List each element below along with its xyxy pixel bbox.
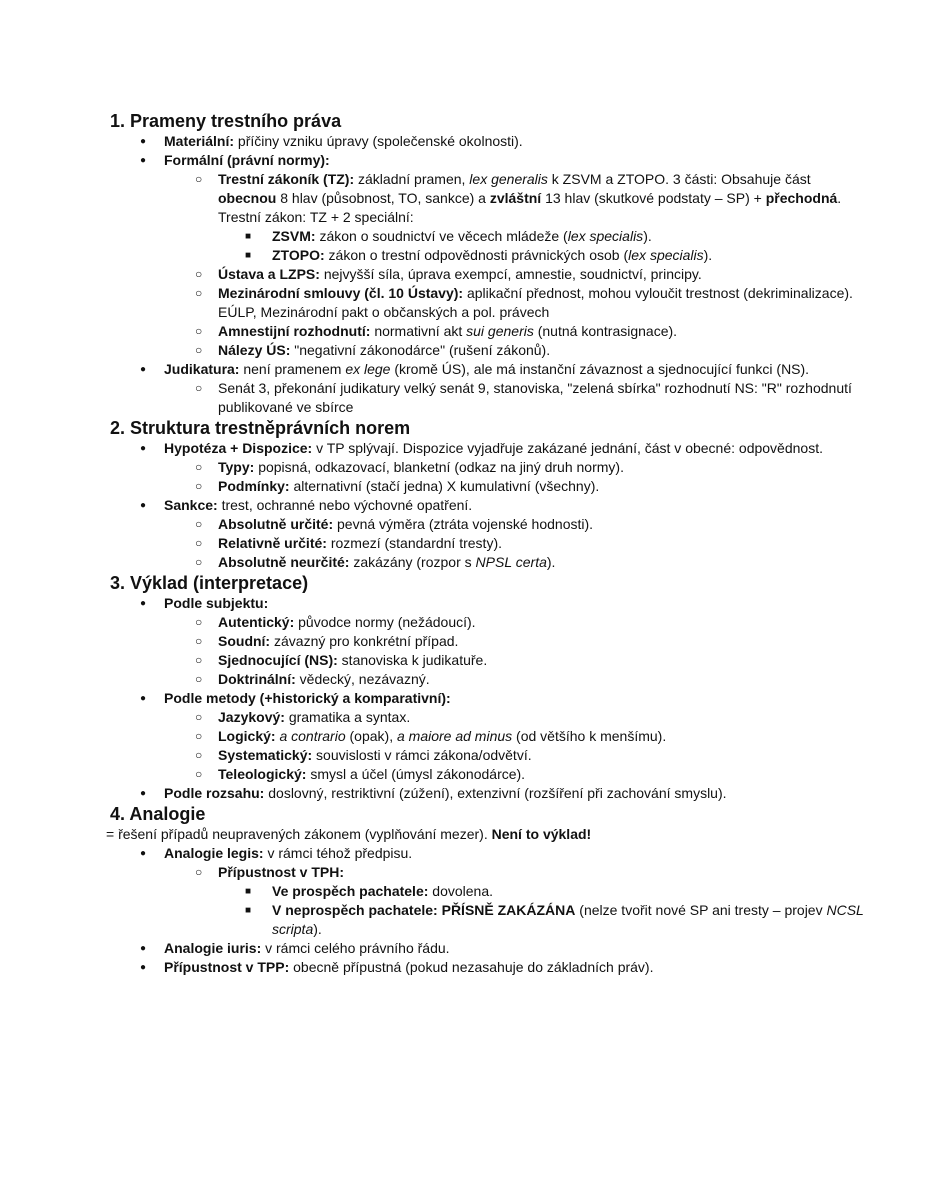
legis-sublist [164, 863, 866, 939]
list-item-typy [164, 458, 866, 477]
list-item-teleologicky [164, 765, 866, 784]
judikatura-sublist [164, 379, 866, 417]
item-text: Senát 3, překonání judikatury velký senát 9, stanoviska, "zelená sbírka" rozhodnutí NS: "R" rozhodnutí publikované ve sbírce [218, 380, 852, 415]
item-text: stanoviska k judikatuře. [337, 652, 488, 668]
section-3-list [110, 594, 866, 803]
list-item-systematicky [164, 746, 866, 765]
item-text: zakázány (rozpor s [349, 554, 476, 570]
item-text: alternativní (stačí jedna) X kumulativní (všechny). [289, 478, 600, 494]
item-label: Amnestijní rozhodnutí: [218, 323, 371, 339]
item-italic: NCSL scripta [272, 902, 864, 937]
item-text: v rámci téhož předpisu. [263, 845, 413, 861]
item-label: Absolutně určité: [218, 516, 334, 532]
list-item-smlouvy [164, 284, 866, 322]
hypoteza-sublist [164, 458, 866, 496]
list-item-soudni [164, 632, 866, 651]
item-text: dovolena. [428, 883, 494, 899]
item-italic: a maiore ad minus [396, 728, 513, 744]
item-text: trest, ochranné nebo výchovné opatření. [217, 497, 473, 513]
item-italic: lex generalis [469, 171, 548, 187]
item-label: Materiální: [164, 133, 235, 149]
item-text: ). [703, 247, 713, 263]
list-item-tz [164, 170, 866, 265]
item-label: Jazykový: [218, 709, 285, 725]
item-text: obecně přípustná (pokud nezasahuje do základních práv). [289, 959, 654, 975]
list-item-ustava [164, 265, 866, 284]
item-text: 13 hlav (skutkové podstaty – SP) + [541, 190, 766, 206]
item-text: aplikační přednost, mohou vyloučit trestnost (dekriminalizace). EÚLP, Mezinárodní pakt o občanských a pol. právech [218, 285, 853, 320]
list-item-rozsah [110, 784, 866, 803]
list-item-doktrinalni [164, 670, 866, 689]
item-text: (nutná kontrasignace). [533, 323, 678, 339]
item-text: v TP splývají. Dispozice vyjadřuje zakázané jednání, část v obecné: odpovědnost. [312, 440, 823, 456]
item-italic: a contrario [279, 728, 346, 744]
list-item-relativne-urcite [164, 534, 866, 553]
item-label: Podle metody (+historický a komparativní): [164, 690, 451, 706]
item-text: zákon o soudnictví ve věcech mládeže ( [315, 228, 568, 244]
item-label: Ústava a LZPS: [218, 266, 320, 282]
list-item-neprospech [218, 901, 866, 939]
item-text: ). [313, 921, 322, 937]
item-text: v rámci celého právního řádu. [261, 940, 450, 956]
analogie-lead [106, 825, 866, 844]
list-item-absolutne-neurcite [164, 553, 866, 572]
item-label: Podmínky: [218, 478, 290, 494]
item-bold: přechodná [765, 190, 838, 206]
list-item-prospech [218, 882, 866, 901]
item-label: Přípustnost v TPP: [164, 959, 290, 975]
item-text: ). [546, 554, 556, 570]
item-text: popisná, odkazovací, blanketní (odkaz na jiný druh normy). [254, 459, 624, 475]
section-3-title: 3. Výklad (interpretace) [110, 573, 309, 593]
item-label: Mezinárodní smlouvy (čl. 10 Ústavy): [218, 285, 464, 301]
item-label: Analogie iuris: [164, 940, 262, 956]
list-item-metoda [110, 689, 866, 784]
item-bold: obecnou [218, 190, 277, 206]
item-label: V neprospěch pachatele: PŘÍSNĚ ZAKÁZÁNA [272, 902, 576, 918]
item-label: Sankce: [164, 497, 218, 513]
item-text: základní pramen, [354, 171, 470, 187]
list-item-autenticky [164, 613, 866, 632]
item-italic: lex specialis [628, 247, 704, 263]
tz-sublist [218, 227, 866, 265]
list-item-legis [110, 844, 866, 939]
list-item-iuris [110, 939, 866, 958]
item-text: ). [643, 228, 652, 244]
item-text: . Trestní zákon: TZ + 2 speciální: [218, 190, 842, 225]
item-label: ZSVM: [272, 228, 316, 244]
item-text: souvislosti v rámci zákona/odvětví. [312, 747, 532, 763]
list-item-amnestie [164, 322, 866, 341]
sankce-sublist [164, 515, 866, 572]
item-text: gramatika a syntax. [284, 709, 411, 725]
list-item-senat [164, 379, 866, 417]
item-text: původce normy (nežádoucí). [294, 614, 476, 630]
section-2-title: 2. Struktura trestněprávních norem [110, 418, 411, 438]
item-italic: sui generis [466, 323, 534, 339]
list-item-absolutne-urcite [164, 515, 866, 534]
list-item-judikatura [110, 360, 866, 417]
item-text: smysl a účel (úmysl zákonodárce). [306, 766, 526, 782]
item-label: Hypotéza + Dispozice: [164, 440, 313, 456]
list-item-zsvm [218, 227, 866, 246]
list-item-formalni [110, 151, 866, 360]
item-label: Judikatura: [164, 361, 240, 377]
item-text: (kromě ÚS), ale má instanční závaznost a sjednocující funkci (NS). [390, 361, 810, 377]
section-1-list [110, 132, 866, 417]
item-text: vědecký, nezávazný. [295, 671, 430, 687]
item-label: Relativně určité: [218, 535, 327, 551]
item-text: normativní akt [370, 323, 467, 339]
item-label: Teleologický: [218, 766, 307, 782]
list-item-hypoteza [110, 439, 866, 496]
item-text: zákon o trestní odpovědnosti právnických osob ( [324, 247, 629, 263]
item-text: (od většího k menšímu). [512, 728, 667, 744]
list-item-tpp [110, 958, 866, 977]
list-item-podminky [164, 477, 866, 496]
item-label: Soudní: [218, 633, 271, 649]
section-4-list [110, 844, 866, 977]
item-text: doslovný, restriktivní (zúžení), extenzivní (rozšíření při zachování smyslu). [264, 785, 727, 801]
section-4-title: 4. Analogie [110, 804, 206, 824]
item-label: Podle subjektu: [164, 595, 269, 611]
item-label: Autentický: [218, 614, 295, 630]
subjekt-sublist [164, 613, 866, 689]
item-label: Absolutně neurčité: [218, 554, 350, 570]
item-bold: zvláštní [489, 190, 542, 206]
item-text: nejvyšší síla, úprava exempcí, amnestie, soudnictví, principy. [319, 266, 702, 282]
item-text: (nelze tvořit nové SP ani tresty – projev [575, 902, 827, 918]
tph-sublist [218, 882, 866, 939]
item-italic: lex specialis [567, 228, 644, 244]
item-text: závazný pro konkrétní případ. [270, 633, 459, 649]
item-label: Trestní zákoník (TZ): [218, 171, 355, 187]
item-text: "negativní zákonodárce" (rušení zákonů). [290, 342, 551, 358]
list-item-jazykovy [164, 708, 866, 727]
item-label: Formální (právní normy): [164, 152, 330, 168]
list-item-materialni [110, 132, 866, 151]
item-text: není pramenem [239, 361, 346, 377]
item-italic: NPSL certa [475, 554, 547, 570]
item-label: Ve prospěch pachatele: [272, 883, 429, 899]
item-label: Typy: [218, 459, 255, 475]
lead-bold: Není to výklad! [491, 826, 592, 842]
item-text: 8 hlav (působnost, TO, sankce) a [276, 190, 490, 206]
section-2-list [110, 439, 866, 572]
item-label: Sjednocující (NS): [218, 652, 338, 668]
item-text: pevná výměra (ztráta vojenské hodnosti). [333, 516, 594, 532]
list-item-logicky [164, 727, 866, 746]
item-italic: ex lege [345, 361, 391, 377]
list-item-subjekt [110, 594, 866, 689]
item-text: (opak), [345, 728, 397, 744]
item-label: Logický: [218, 728, 276, 744]
section-1-title: 1. Prameny trestního práva [110, 111, 342, 131]
item-text: rozmezí (standardní tresty). [326, 535, 502, 551]
list-item-ztopo [218, 246, 866, 265]
list-item-tph [164, 863, 866, 939]
item-label: Podle rozsahu: [164, 785, 265, 801]
list-item-sankce [110, 496, 866, 572]
item-label: Doktrinální: [218, 671, 296, 687]
metoda-sublist [164, 708, 866, 784]
lead-text: = řešení případů neupravených zákonem (vyplňování mezer). [106, 826, 492, 842]
item-text: příčiny vzniku úpravy (společenské okolnosti). [234, 133, 523, 149]
item-text: k ZSVM a ZTOPO. 3 části: Obsahuje část [547, 171, 811, 187]
list-item-nalezy [164, 341, 866, 360]
item-label: ZTOPO: [272, 247, 325, 263]
item-label: Nálezy ÚS: [218, 342, 291, 358]
list-item-sjednocujici [164, 651, 866, 670]
formalni-sublist [164, 170, 866, 360]
item-label: Analogie legis: [164, 845, 264, 861]
item-label: Přípustnost v TPH: [218, 864, 345, 880]
item-label: Systematický: [218, 747, 313, 763]
